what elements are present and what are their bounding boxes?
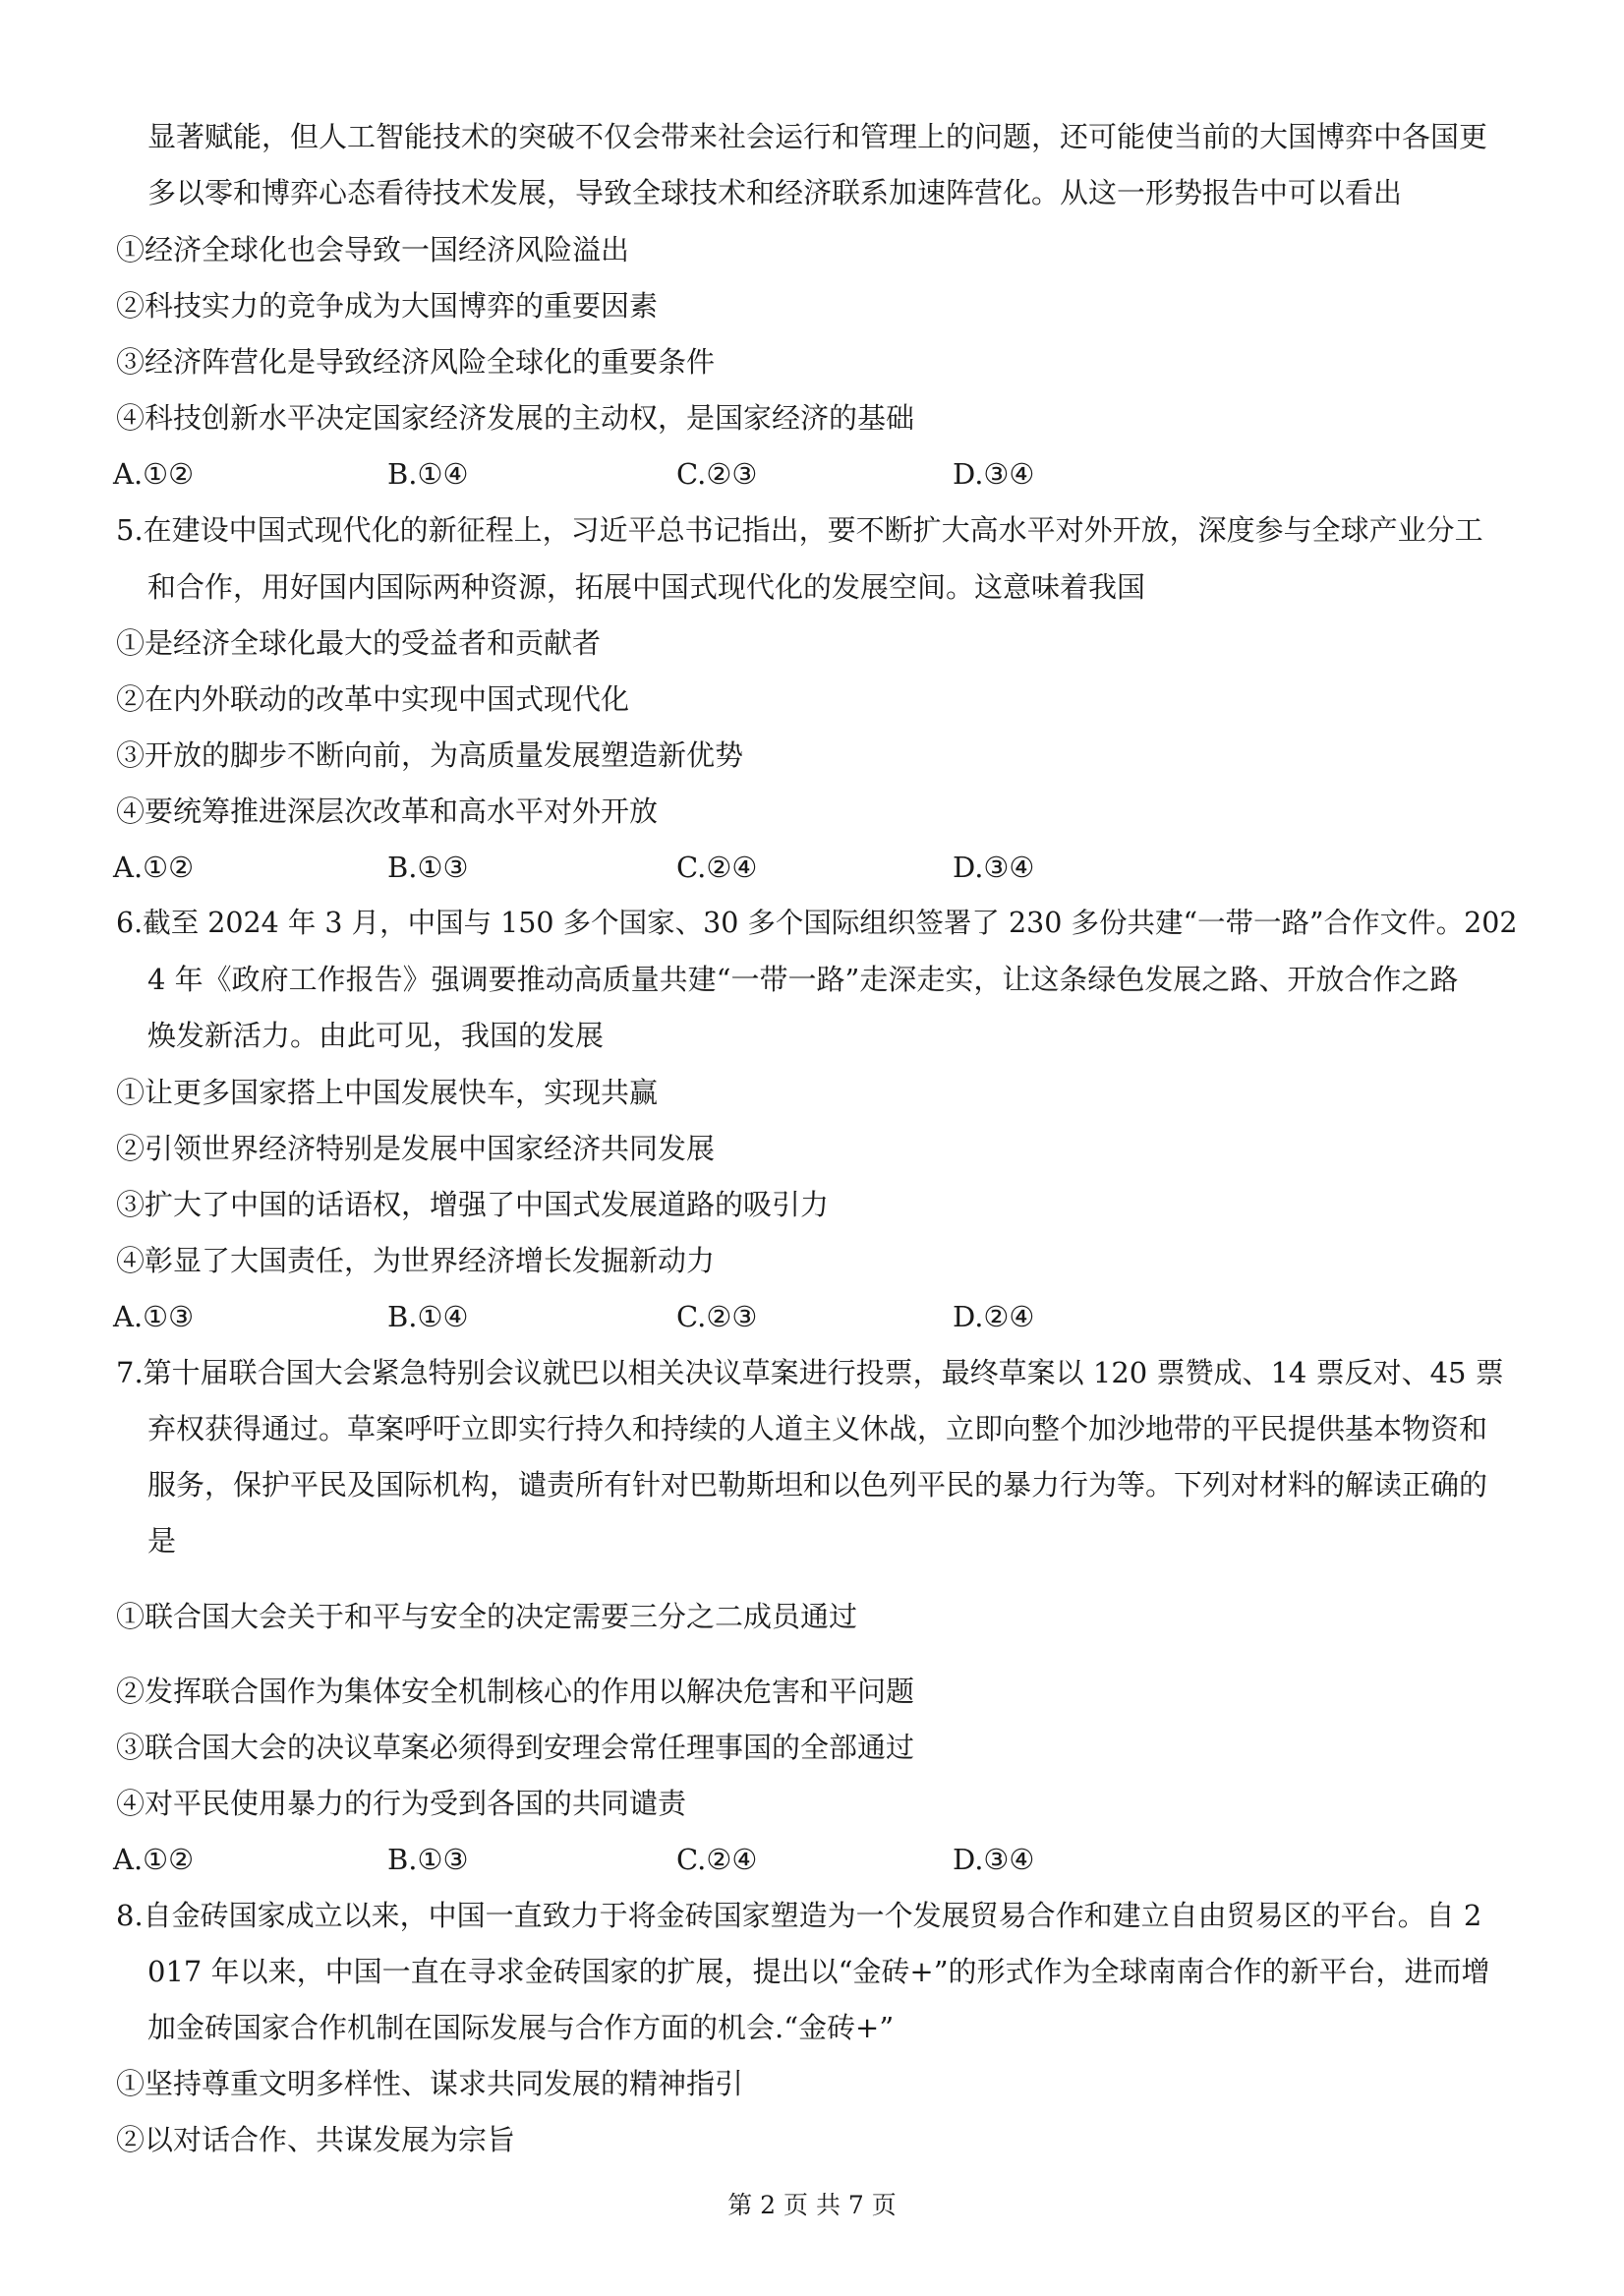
q4-item-2: ②科技实力的竞争成为大国博弈的重要因素 bbox=[116, 289, 659, 323]
q8-stem-line-3: 加金砖国家合作机制在国际发展与合作方面的机会.“金砖+” bbox=[147, 2011, 895, 2044]
q4-option-d: D.③④ bbox=[953, 457, 1035, 491]
q7-item-3: ③联合国大会的决议草案必须得到安理会常任理事国的全部通过 bbox=[116, 1731, 915, 1764]
q4-item-4: ④科技创新水平决定国家经济发展的主动权，是国家经济的基础 bbox=[116, 401, 915, 435]
q7-option-d: D.③④ bbox=[953, 1843, 1035, 1876]
q4-item-3: ③经济阵营化是导致经济风险全球化的重要条件 bbox=[116, 345, 716, 379]
q7-option-a: A.①② bbox=[113, 1843, 195, 1876]
q7-stem-line-3: 服务，保护平民及国际机构，谴责所有针对巴勒斯坦和以色列平民的暴力行为等。下列对材料的解读正确的 bbox=[147, 1468, 1488, 1501]
q6-stem-line-2: 4 年《政府工作报告》强调要推动高质量共建“一带一路”走深走实，让这条绿色发展之路、开放合作之路 bbox=[147, 963, 1459, 996]
q7-item-1: ①联合国大会关于和平与安全的决定需要三分之二成员通过 bbox=[116, 1600, 858, 1633]
q4-stem-line-2: 多以零和博弈心态看待技术发展，导致全球技术和经济联系加速阵营化。从这一形势报告中可以看出 bbox=[147, 176, 1403, 209]
q4-item-1: ①经济全球化也会导致一国经济风险溢出 bbox=[116, 233, 630, 266]
q4-stem-line-1: 显著赋能，但人工智能技术的突破不仅会带来社会运行和管理上的问题，还可能使当前的大国博弈中各国更 bbox=[147, 120, 1488, 153]
q5-option-b: B.①③ bbox=[387, 851, 469, 884]
q6-option-d: D.②④ bbox=[953, 1300, 1035, 1333]
q7-stem-line-1: 7.第十届联合国大会紧急特别会议就巴以相关决议草案进行投票，最终草案以 120 票赞成、14 票反对、45 票 bbox=[116, 1356, 1504, 1389]
q6-item-3: ③扩大了中国的话语权，增强了中国式发展道路的吸引力 bbox=[116, 1188, 830, 1221]
q5-option-a: A.①② bbox=[113, 851, 195, 884]
q7-option-b: B.①③ bbox=[387, 1843, 469, 1876]
q5-option-d: D.③④ bbox=[953, 851, 1035, 884]
q6-option-a: A.①③ bbox=[113, 1300, 195, 1333]
q5-option-c: C.②④ bbox=[676, 851, 758, 884]
q8-item-2: ②以对话合作、共谋发展为宗旨 bbox=[116, 2123, 516, 2156]
q7-item-2: ②发挥联合国作为集体安全机制核心的作用以解决危害和平问题 bbox=[116, 1675, 915, 1708]
q6-item-1: ①让更多国家搭上中国发展快车，实现共赢 bbox=[116, 1076, 659, 1109]
q7-item-4: ④对平民使用暴力的行为受到各国的共同谴责 bbox=[116, 1787, 687, 1820]
q7-option-c: C.②④ bbox=[676, 1843, 758, 1876]
q6-option-b: B.①④ bbox=[387, 1300, 469, 1333]
q8-item-1: ①坚持尊重文明多样性、谋求共同发展的精神指引 bbox=[116, 2067, 744, 2100]
q6-item-4: ④彰显了大国责任，为世界经济增长发掘新动力 bbox=[116, 1244, 716, 1277]
q6-stem-line-1: 6.截至 2024 年 3 月，中国与 150 多个国家、30 多个国际组织签署了 230 多份共建“一带一路”合作文件。202 bbox=[116, 907, 1518, 939]
q4-option-c: C.②③ bbox=[676, 457, 758, 491]
q5-item-1: ①是经济全球化最大的受益者和贡献者 bbox=[116, 626, 602, 660]
q4-option-b: B.①④ bbox=[387, 457, 469, 491]
q6-item-2: ②引领世界经济特别是发展中国家经济共同发展 bbox=[116, 1132, 716, 1165]
q6-option-c: C.②③ bbox=[676, 1300, 758, 1333]
q7-stem-line-4: 是 bbox=[147, 1524, 177, 1558]
q5-stem-line-2: 和合作，用好国内国际两种资源，拓展中国式现代化的发展空间。这意味着我国 bbox=[147, 570, 1146, 604]
q5-item-2: ②在内外联动的改革中实现中国式现代化 bbox=[116, 682, 630, 716]
q5-stem-line-1: 5.在建设中国式现代化的新征程上，习近平总书记指出，要不断扩大高水平对外开放，深度参与全球产业分工 bbox=[116, 513, 1483, 547]
q5-item-3: ③开放的脚步不断向前，为高质量发展塑造新优势 bbox=[116, 738, 744, 772]
q7-stem-line-2: 弃权获得通过。草案呼吁立即实行持久和持续的人道主义休战，立即向整个加沙地带的平民提供基本物资和 bbox=[147, 1412, 1488, 1445]
q6-stem-line-3: 焕发新活力。由此可见，我国的发展 bbox=[147, 1019, 605, 1052]
q8-stem-line-2: 017 年以来，中国一直在寻求金砖国家的扩展，提出以“金砖+”的形式作为全球南南合作的新平台，进而增 bbox=[147, 1955, 1490, 1988]
page-footer: 第 2 页 共 7 页 bbox=[727, 2191, 897, 2219]
q8-stem-line-1: 8.自金砖国家成立以来，中国一直致力于将金砖国家塑造为一个发展贸易合作和建立自由贸易区的平台。自 2 bbox=[116, 1899, 1482, 1932]
q5-item-4: ④要统筹推进深层次改革和高水平对外开放 bbox=[116, 795, 659, 828]
q4-option-a: A.①② bbox=[113, 457, 195, 491]
